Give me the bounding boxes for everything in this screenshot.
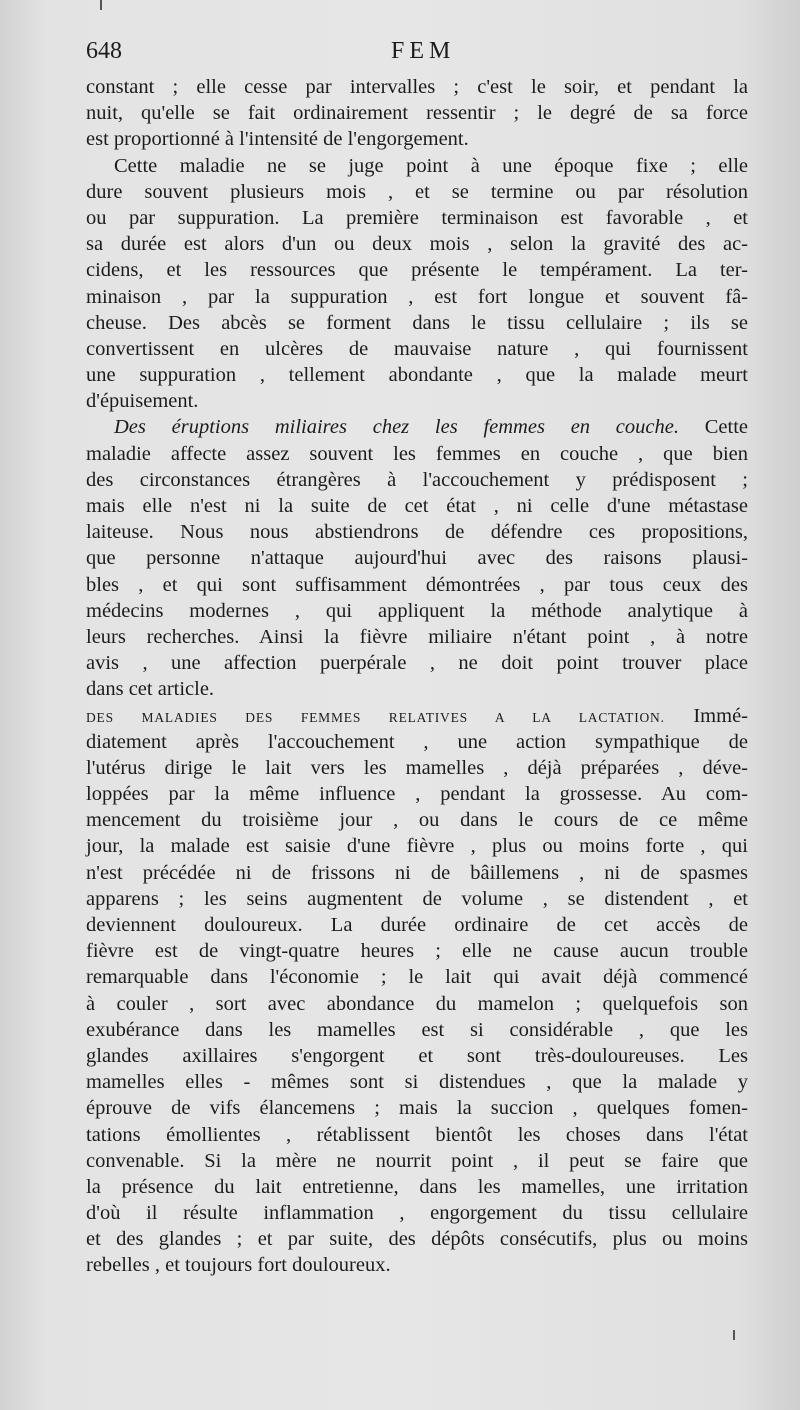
- margin-mark: [100, 0, 102, 10]
- text-line: [86, 414, 748, 440]
- text-line: sa durée est alors d'un ou deux mois , selon la gravité des ac-: [86, 233, 748, 256]
- text-line: loppées par la même influence , pendant la grossesse. Au com-: [86, 783, 748, 806]
- text-line: mamelles elles - mêmes sont si distendues , que la malade y: [86, 1071, 748, 1094]
- text-line: d'où il résulte inflammation , engorgement du tissu cellulaire: [86, 1202, 748, 1225]
- text-line: tations émollientes , rétablissent bientôt les choses dans l'état: [86, 1123, 748, 1146]
- text-line: remarquable dans l'économie ; le lait qui avait déjà commencé: [86, 966, 748, 989]
- text-line: convertissent en ulcères de mauvaise nature , qui fournissent: [86, 337, 748, 360]
- text-line: [86, 703, 748, 729]
- text-line: convenable. Si la mère ne nourrit point , il peut se faire que: [86, 1149, 748, 1172]
- text-line: glandes axillaires s'engorgent et sont très-douloureuses. Les: [86, 1044, 748, 1067]
- text-line: jour, la malade est saisie d'une fièvre , plus ou moins forte , qui: [86, 835, 748, 858]
- text-line: que personne n'attaque aujourd'hui avec des raisons plausi-: [86, 547, 748, 570]
- text-line: mais elle n'est ni la suite de cet état , ni celle d'une métastase: [86, 495, 748, 517]
- text-line: apparens ; les seins augmentent de volume , se distendent , et: [86, 887, 748, 910]
- text-line: Cette maladie ne se juge point à une époque fixe ; elle: [114, 154, 748, 177]
- text-line: avis , une affection puerpérale , ne doit point trouver place: [86, 652, 748, 675]
- text-line: et des glandes ; et par suite, des dépôts consécutifs, plus ou moins: [86, 1228, 748, 1251]
- text-fragment: Immé-: [693, 704, 749, 727]
- text-line: dans cet article.: [86, 678, 215, 701]
- body-text: [86, 74, 748, 1279]
- text-line: n'est précédée ni de frissons ni de bâillemens , ni de spasmes: [86, 861, 748, 884]
- text-line: l'utérus dirige le lait vers les mamelles , déjà préparées , déve-: [86, 756, 748, 779]
- text-line: cidens, et les ressources que présente le tempérament. La ter-: [86, 259, 748, 282]
- text-line: rebelles , et toujours fort douloureux.: [86, 1254, 391, 1277]
- text-line: laiteuse. Nous nous abstiendrons de défendre ces propositions,: [86, 521, 748, 544]
- text-line: éprouve de vifs élancemens ; mais la succion , quelques fomen-: [86, 1097, 748, 1120]
- text-line: des circonstances étrangères à l'accouchement y prédisposent ;: [86, 468, 748, 491]
- text-line: diatement après l'accouchement , une action sympathique de: [86, 730, 748, 753]
- text-line: à couler , sort avec abondance du mamelon ; quelquefois son: [86, 992, 748, 1015]
- text-line: ou par suppuration. La première terminaison est favorable , et: [86, 206, 748, 229]
- text-line: deviennent douloureux. La durée ordinaire de cet accès de: [86, 914, 748, 936]
- text-line: mencement du troisième jour , ou dans le cours de ce même: [86, 809, 748, 832]
- text-line: bles , et qui sont suffisamment démontrées , par tous ceux des: [86, 573, 748, 596]
- text-line: minaison , par la suppuration , est fort longue et souvent fâ-: [86, 285, 748, 308]
- running-head-title: FEM: [391, 38, 456, 64]
- text-line: médecins modernes , qui appliquent la méthode analytique à: [86, 599, 748, 622]
- text-line: la présence du lait entretienne, dans les mamelles, une irritation: [86, 1175, 748, 1198]
- text-line: cheuse. Des abcès se forment dans le tissu cellulaire ; ils se: [86, 311, 748, 334]
- section-title-miliary: Des éruptions miliaires chez les femmes en couche.: [114, 416, 679, 439]
- text-line: constant ; elle cesse par intervalles ; c'est le soir, et pendant la: [86, 76, 748, 98]
- text-fragment: Cette: [704, 416, 749, 439]
- text-line: dure souvent plusieurs mois , et se termine ou par résolution: [86, 180, 748, 203]
- text-line: une suppuration , tellement abondante , que la malade meurt: [86, 364, 748, 387]
- text-line: exubérance dans les mamelles est si considérable , que les: [86, 1018, 748, 1041]
- page-number: 648: [86, 38, 122, 64]
- margin-mark: [733, 1330, 735, 1340]
- running-head: [86, 38, 746, 68]
- text-line: maladie affecte assez souvent les femmes en couche , que bien: [86, 442, 748, 465]
- text-line: fièvre est de vingt-quatre heures ; elle ne cause aucun trouble: [86, 940, 748, 963]
- text-line: est proportionné à l'intensité de l'engorgement.: [86, 128, 469, 151]
- text-line: nuit, qu'elle se fait ordinairement ressentir ; le degré de sa force: [86, 102, 748, 125]
- section-title-lactation: DES MALADIES DES FEMMES RELATIVES A LA LACTATION.: [86, 709, 665, 725]
- text-line: leurs recherches. Ainsi la fièvre miliaire n'étant point , à notre: [86, 625, 748, 648]
- text-line: d'épuisement.: [86, 390, 199, 413]
